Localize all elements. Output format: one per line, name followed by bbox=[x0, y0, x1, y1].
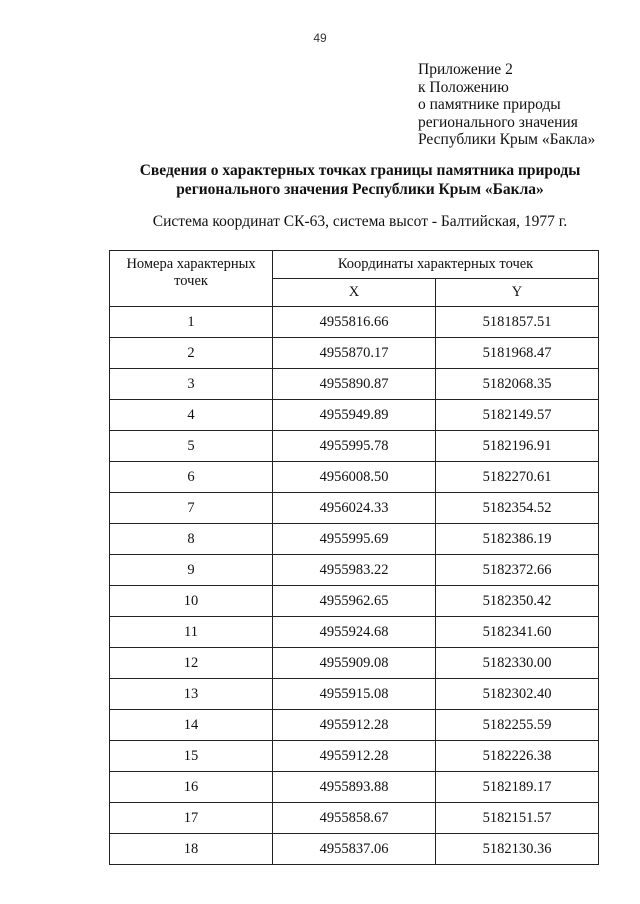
cell-x: 4955983.22 bbox=[273, 555, 436, 586]
cell-x: 4956008.50 bbox=[273, 462, 436, 493]
cell-x: 4955962.65 bbox=[273, 586, 436, 617]
cell-x: 4955890.87 bbox=[273, 369, 436, 400]
cell-x: 4955893.88 bbox=[273, 772, 436, 803]
cell-y: 5182270.61 bbox=[436, 462, 599, 493]
document-title-line-1: Сведения о характерных точках границы памятника природы bbox=[139, 162, 581, 179]
cell-point-number: 3 bbox=[110, 369, 273, 400]
cell-y: 5182386.19 bbox=[436, 524, 599, 555]
cell-x: 4955912.28 bbox=[273, 710, 436, 741]
cell-y: 5181968.47 bbox=[436, 338, 599, 369]
table-body bbox=[110, 307, 599, 865]
coordinates-table bbox=[109, 250, 599, 865]
table-row bbox=[110, 369, 599, 400]
cell-x: 4955924.68 bbox=[273, 617, 436, 648]
cell-point-number: 8 bbox=[110, 524, 273, 555]
table-row bbox=[110, 648, 599, 679]
cell-point-number: 6 bbox=[110, 462, 273, 493]
appendix-note bbox=[418, 61, 633, 149]
table-header-row bbox=[110, 251, 599, 279]
table-row bbox=[110, 338, 599, 369]
header-x: X bbox=[273, 279, 436, 307]
table-row bbox=[110, 741, 599, 772]
page-number: 49 bbox=[313, 31, 327, 45]
cell-y: 5182341.60 bbox=[436, 617, 599, 648]
appendix-line: Республики Крым «Бакла» bbox=[418, 131, 596, 149]
cell-y: 5182354.52 bbox=[436, 493, 599, 524]
appendix-line: Приложение 2 bbox=[418, 61, 513, 78]
cell-y: 5182302.40 bbox=[436, 679, 599, 710]
cell-y: 5182130.36 bbox=[436, 834, 599, 865]
table-row bbox=[110, 431, 599, 462]
table-row bbox=[110, 617, 599, 648]
cell-x: 4955837.06 bbox=[273, 834, 436, 865]
cell-point-number: 17 bbox=[110, 803, 273, 834]
table-row bbox=[110, 710, 599, 741]
cell-x: 4955858.67 bbox=[273, 803, 436, 834]
cell-x: 4955915.08 bbox=[273, 679, 436, 710]
cell-x: 4955912.28 bbox=[273, 741, 436, 772]
table-row bbox=[110, 462, 599, 493]
cell-y: 5182151.57 bbox=[436, 803, 599, 834]
cell-y: 5181857.51 bbox=[436, 307, 599, 338]
header-point-number: Номера характерных точек bbox=[110, 251, 273, 307]
appendix-line: о памятнике природы bbox=[418, 96, 561, 114]
cell-x: 4955870.17 bbox=[273, 338, 436, 369]
cell-point-number: 1 bbox=[110, 307, 273, 338]
cell-y: 5182149.57 bbox=[436, 400, 599, 431]
appendix-line: регионального значения bbox=[418, 113, 578, 131]
header-y: Y bbox=[436, 279, 599, 307]
cell-point-number: 11 bbox=[110, 617, 273, 648]
cell-point-number: 13 bbox=[110, 679, 273, 710]
document-title-line-2: регионального значения Республики Крым «Бакла» bbox=[176, 181, 544, 198]
cell-point-number: 10 bbox=[110, 586, 273, 617]
table-row bbox=[110, 400, 599, 431]
table-row bbox=[110, 307, 599, 338]
cell-point-number: 5 bbox=[110, 431, 273, 462]
cell-y: 5182255.59 bbox=[436, 710, 599, 741]
cell-point-number: 16 bbox=[110, 772, 273, 803]
table-row bbox=[110, 803, 599, 834]
table-row bbox=[110, 586, 599, 617]
cell-x: 4955816.66 bbox=[273, 307, 436, 338]
cell-point-number: 9 bbox=[110, 555, 273, 586]
header-coordinates: Координаты характерных точек bbox=[273, 251, 599, 279]
cell-point-number: 7 bbox=[110, 493, 273, 524]
table-row bbox=[110, 493, 599, 524]
coordinate-system-note: Система координат СК-63, система высот - Балтийская, 1977 г. bbox=[152, 213, 568, 230]
table-row bbox=[110, 834, 599, 865]
cell-x: 4955995.69 bbox=[273, 524, 436, 555]
cell-point-number: 2 bbox=[110, 338, 273, 369]
cell-x: 4955995.78 bbox=[273, 431, 436, 462]
table-row bbox=[110, 772, 599, 803]
cell-point-number: 12 bbox=[110, 648, 273, 679]
cell-x: 4956024.33 bbox=[273, 493, 436, 524]
table-row bbox=[110, 555, 599, 586]
cell-x: 4955909.08 bbox=[273, 648, 436, 679]
cell-y: 5182350.42 bbox=[436, 586, 599, 617]
table-row bbox=[110, 679, 599, 710]
cell-y: 5182372.66 bbox=[436, 555, 599, 586]
cell-y: 5182196.91 bbox=[436, 431, 599, 462]
cell-point-number: 18 bbox=[110, 834, 273, 865]
cell-y: 5182330.00 bbox=[436, 648, 599, 679]
cell-y: 5182226.38 bbox=[436, 741, 599, 772]
cell-x: 4955949.89 bbox=[273, 400, 436, 431]
cell-y: 5182189.17 bbox=[436, 772, 599, 803]
table-row bbox=[110, 524, 599, 555]
cell-point-number: 4 bbox=[110, 400, 273, 431]
document-title bbox=[20, 161, 640, 199]
appendix-line: к Положению bbox=[418, 78, 509, 96]
cell-point-number: 14 bbox=[110, 710, 273, 741]
cell-y: 5182068.35 bbox=[436, 369, 599, 400]
cell-point-number: 15 bbox=[110, 741, 273, 772]
